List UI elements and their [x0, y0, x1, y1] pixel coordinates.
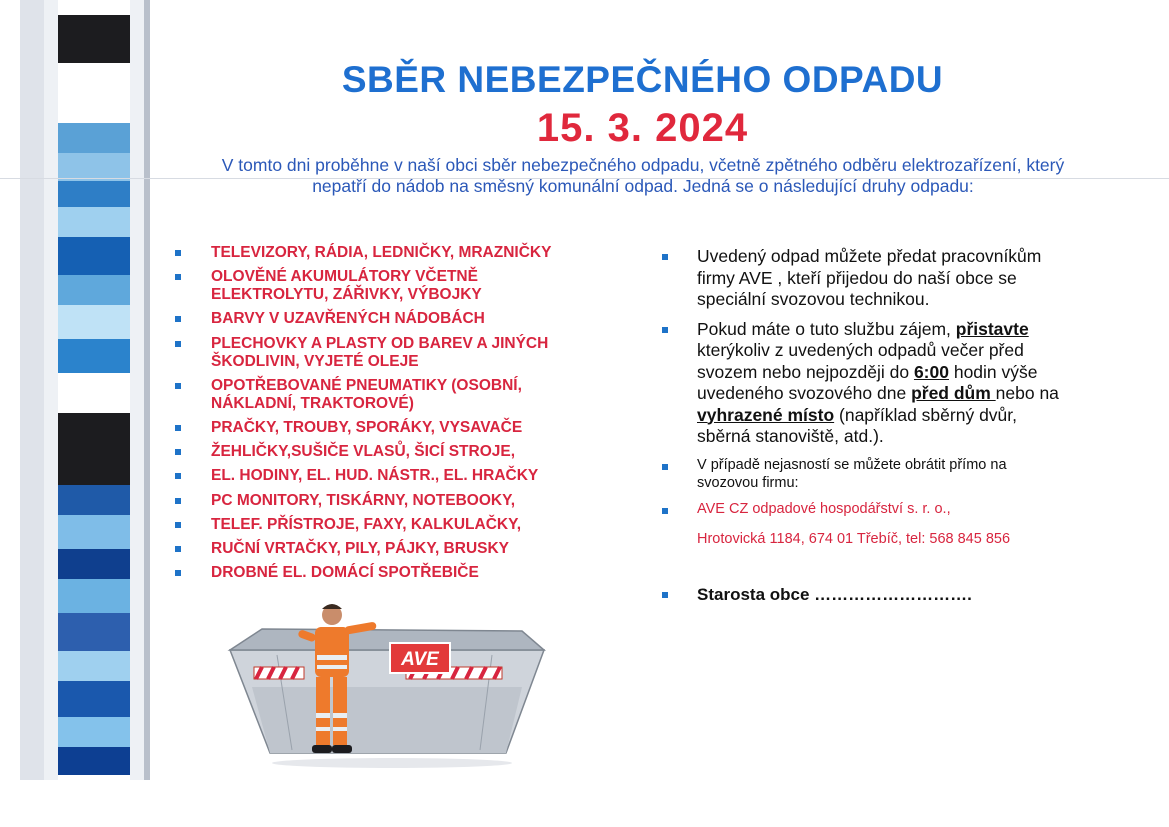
list-item-text: PRAČKY, TROUBY, SPORÁKY, VYSAVAČE — [211, 418, 523, 436]
square-bullet-icon — [175, 522, 181, 528]
list-item-text: TELEVIZORY, RÁDIA, LEDNIČKY, MRAZNIČKY — [211, 244, 552, 261]
container-rim — [230, 629, 544, 650]
square-bullet-icon — [175, 425, 181, 431]
square-bullet-icon — [662, 508, 668, 514]
company-name-text: AVE CZ odpadové hospodářství s. r. o., — [697, 500, 951, 517]
list-item — [170, 492, 610, 510]
intro-line-1: V tomto dni proběhne v naší obci sběr nebezpečného odpadu, včetně zpětného odběru elektrozařízení, který — [221, 155, 1065, 175]
list-item — [170, 335, 610, 371]
event-date: 15. 3. 2024 — [536, 106, 749, 150]
list-item — [170, 540, 610, 558]
list-item — [170, 377, 610, 413]
list-item-text: ŽEHLIČKY,SUŠIČE VLASŮ, ŠICÍ STROJE, — [211, 443, 516, 461]
info-text-part: (například sběrný dvůr, sběrná stanoviště, atd.). — [697, 404, 1018, 446]
signature-text: Starosta obce ………………………. — [697, 584, 972, 604]
container-shade — [252, 687, 522, 753]
intro-text — [168, 155, 1118, 197]
ave-logo: AVE — [401, 649, 439, 670]
info-paragraph-delivery — [660, 246, 1130, 311]
info-text-part: hodin výše uvedeného svozového dne — [697, 361, 1038, 403]
square-bullet-icon — [662, 254, 668, 260]
list-item-text: OLOVĚNÉ AKUMULÁTORY VČETNĚ ELEKTROLYTU, ZÁŘIVKY, VÝBOJKY — [211, 268, 482, 304]
worker-container-illustration — [222, 595, 552, 770]
intro-line-2: nepatří do nádob na směsný komunální odpad. Jedná se o následující druhy odpadu: — [312, 176, 974, 196]
company-name — [660, 500, 1130, 518]
square-bullet-icon — [175, 546, 181, 552]
info-paragraph-contact — [660, 456, 1130, 492]
square-bullet-icon — [175, 383, 181, 389]
info-emphasis-place: přistavte — [955, 318, 1029, 339]
info-paragraph-text: Uvedený odpad můžete předat pracovníkům firmy AVE , kteří přijedou do naší obce se speciální svozovou technikou. — [697, 246, 1042, 309]
list-item-text: BARVY V UZAVŘENÝCH NÁDOBÁCH — [211, 310, 485, 328]
list-item — [170, 244, 610, 262]
info-emphasis-time: 6:00 — [913, 361, 949, 382]
list-item — [170, 564, 610, 582]
info-paragraph-instructions — [660, 319, 1130, 448]
square-bullet-icon — [175, 341, 181, 347]
list-item-text: EL. HODINY, EL. HUD. NÁSTR., EL. HRAČKY — [211, 467, 539, 485]
square-bullet-icon — [662, 327, 668, 333]
company-address-text: Hrotovická 1184, 674 01 Třebíč, tel: 568 845 856 — [697, 530, 1011, 547]
square-bullet-icon — [175, 449, 181, 455]
illustration-shadow — [272, 758, 512, 768]
square-bullet-icon — [662, 464, 668, 470]
info-emphasis-reserved: vyhrazené místo — [697, 404, 835, 425]
hazard-stripes-left — [254, 667, 304, 679]
decorative-stripe-band — [0, 0, 160, 780]
list-item — [170, 268, 610, 304]
page-title: SBĚR NEBEZPEČNÉHO ODPADU — [341, 59, 944, 100]
info-text-part: nebo na — [995, 383, 1059, 403]
list-item — [170, 443, 610, 461]
list-item-text: DROBNÉ EL. DOMÁCÍ SPOTŘEBIČE — [211, 564, 479, 582]
list-item — [170, 419, 610, 437]
square-bullet-icon — [175, 250, 181, 256]
square-bullet-icon — [175, 498, 181, 504]
list-item — [170, 516, 610, 534]
square-bullet-icon — [175, 570, 181, 576]
list-item-text: TELEF. PŘÍSTROJE, FAXY, KALKULAČKY, — [211, 515, 522, 533]
square-bullet-icon — [175, 274, 181, 280]
mayor-signature-line — [660, 584, 1130, 605]
info-list — [660, 246, 1130, 605]
info-text-part: Pokud máte o tuto službu zájem, — [697, 318, 956, 339]
list-item-text: PLECHOVKY A PLASTY OD BAREV A JINÝCH ŠKODLIVIN, VYJETÉ OLEJE — [211, 334, 549, 370]
list-item-text: OPOTŘEBOVANÉ PNEUMATIKY (OSOBNÍ, NÁKLADNÍ, TRAKTOROVÉ) — [211, 376, 522, 412]
list-item — [170, 310, 610, 328]
info-text-part: kterýkoliv z uvedených odpadů večer před svozem nebo nejpozději do — [697, 340, 1024, 382]
company-address — [660, 530, 1130, 548]
list-item-text: PC MONITORY, TISKÁRNY, NOTEBOOKY, — [211, 491, 516, 509]
info-paragraph-text: V případě nejasností se můžete obrátit přímo na svozovou firmu: — [697, 456, 1007, 491]
square-bullet-icon — [662, 592, 668, 598]
info-emphasis-house: před dům — [911, 383, 996, 403]
square-bullet-icon — [175, 473, 181, 479]
list-item — [170, 467, 610, 485]
waste-type-list — [170, 244, 610, 588]
list-item-text: RUČNÍ VRTAČKY, PILY, PÁJKY, BRUSKY — [211, 539, 510, 557]
square-bullet-icon — [175, 316, 181, 322]
